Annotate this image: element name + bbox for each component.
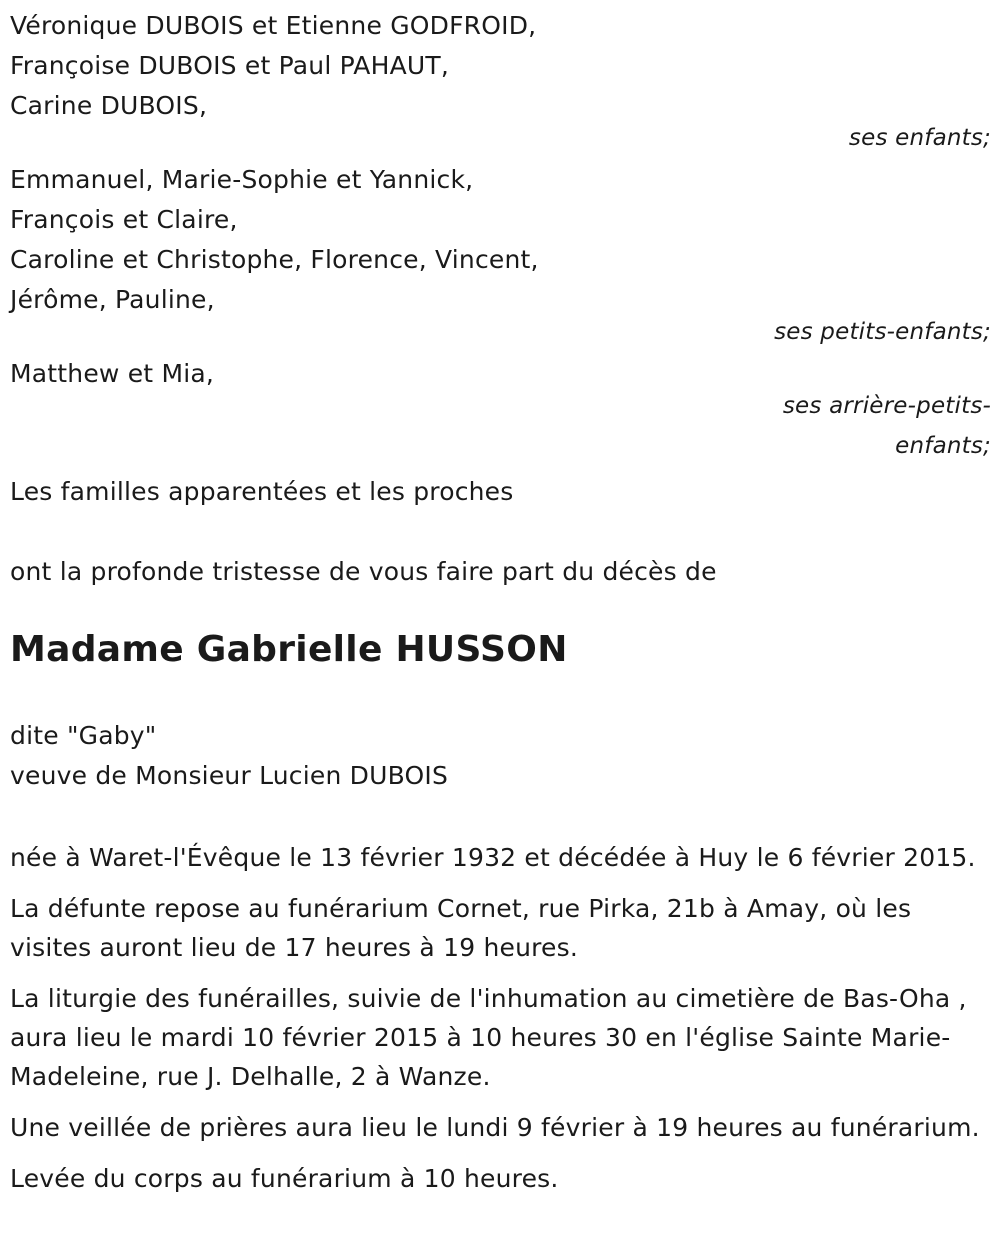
- children-name-line: Carine DUBOIS,: [10, 91, 208, 120]
- vigil-paragraph: Une veillée de prières aura lieu le lundi 9 février à 19 heures au funérarium.: [10, 1113, 980, 1142]
- great-grandchildren-role-label-continued: enfants;: [895, 433, 991, 459]
- announcement-line: ont la profonde tristesse de vous faire part du décès de: [10, 557, 717, 586]
- children-group: [10, 6, 991, 153]
- grandchildren-name-line: François et Claire,: [10, 205, 238, 234]
- grandchildren-role-label: ses petits-enfants;: [774, 319, 991, 345]
- deceased-widow-of: veuve de Monsieur Lucien DUBOIS: [10, 761, 449, 790]
- deceased-nickname: dite "Gaby": [10, 721, 157, 750]
- grandchildren-name-line: Jérôme, Pauline,: [10, 285, 215, 314]
- birth-death-paragraph: née à Waret-l'Évêque le 13 février 1932 et décédée à Huy le 6 février 2015.: [10, 843, 976, 872]
- liturgy-paragraph: La liturgie des funérailles, suivie de l'inhumation au cimetière de Bas-Oha , aura lieu le mardi 10 février 2015 à 10 heures 30 en l'église Sainte Marie-Madeleine, rue J. Delhalle, 2 à Wanze.: [10, 984, 967, 1091]
- children-name-line: Françoise DUBOIS et Paul PAHAUT,: [10, 51, 450, 80]
- children-role-label: ses enfants;: [848, 125, 991, 151]
- great-grandchildren-role-label: ses arrière-petits-: [782, 393, 991, 419]
- deceased-name: Madame Gabrielle HUSSON: [10, 629, 568, 670]
- great-grandchildren-group: [10, 354, 991, 466]
- rest-location-paragraph: La défunte repose au funérarium Cornet, rue Pirka, 21b à Amay, où les visites auront lieu de 17 heures à 19 heures.: [10, 894, 912, 962]
- great-grandchildren-name-line: Matthew et Mia,: [10, 359, 215, 388]
- departure-paragraph: Levée du corps au funérarium à 10 heures.: [10, 1164, 559, 1193]
- grandchildren-name-line: Caroline et Christophe, Florence, Vincent,: [10, 245, 539, 274]
- grandchildren-group: [10, 160, 991, 347]
- extended-family-line: Les familles apparentées et les proches: [10, 477, 514, 506]
- obituary-notice: [10, 0, 991, 1198]
- grandchildren-name-line: Emmanuel, Marie-Sophie et Yannick,: [10, 165, 474, 194]
- children-name-line: Véronique DUBOIS et Etienne GODFROID,: [10, 11, 537, 40]
